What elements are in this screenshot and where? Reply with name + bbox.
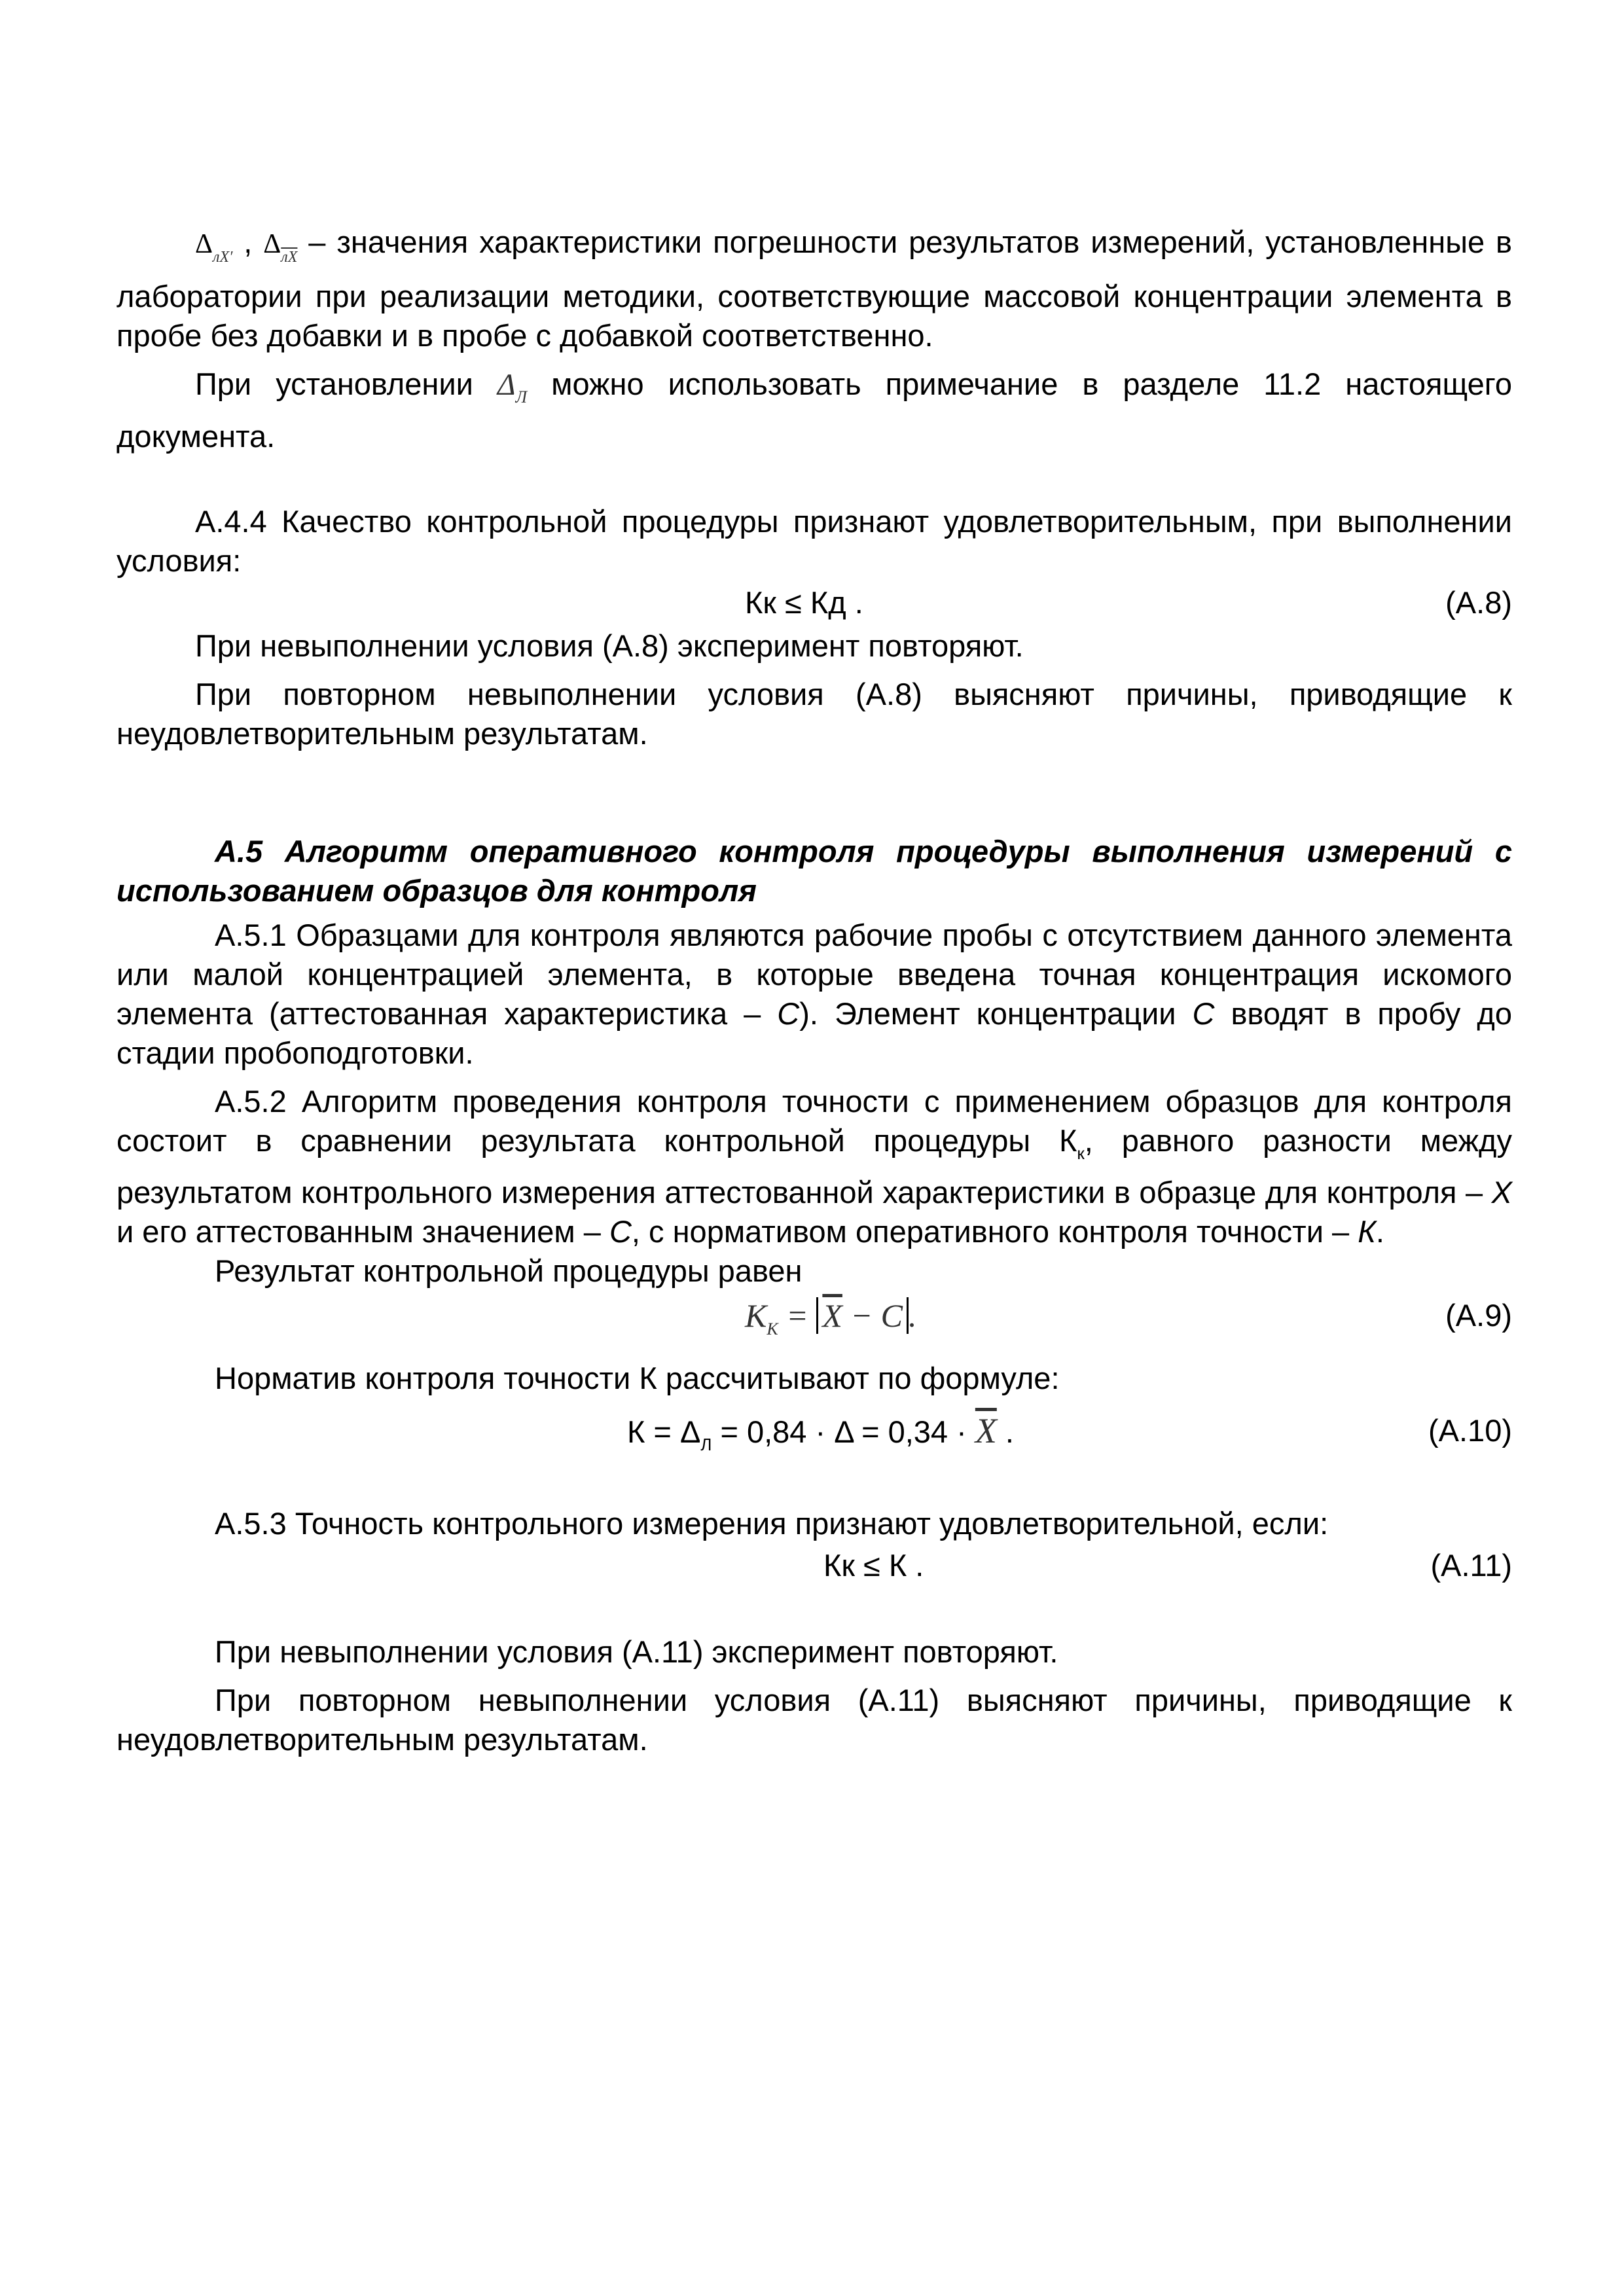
a11-fail-paragraph: При невыполнении условия (А.11) эксперимент повторяют. <box>215 1634 1058 1669</box>
a51-paragraph: А.5.1 Образцами для контроля являются рабочие пробы с отсутствием данного элемента или малой концентрацией элемента, в которые введена точная концентрация искомого элемента (аттестованная характеристика – С). Элемент концентрации С вводят в пробу до стадии пробоподготовки. <box>117 918 1512 1070</box>
norm-label: Норматив контроля точности К рассчитывают по формуле: <box>215 1361 1060 1395</box>
formula-a9-number: (А.9) <box>1445 1298 1512 1333</box>
formula-a9 <box>117 1296 1512 1343</box>
delta-symbol-2: $\Delta_{лX}$ <box>263 229 298 266</box>
formula-a8 <box>117 583 1512 624</box>
delta-symbol-1: $\Delta_{лX'}$ <box>195 229 233 266</box>
delta-definition-text: – значения характеристики погрешности результатов измерений, установленные в лаборатории при реализации методики, соответствующие массовой концентрации элемента в пробе без добавки и в пробе с добавкой соответственно. <box>117 224 1513 353</box>
result-label: Результат контрольной процедуры равен <box>215 1253 803 1288</box>
formula-a9-body: $K_К = \overline{X} - C$ . <box>745 1297 917 1338</box>
formula-a11-number: (А.11) <box>1430 1548 1512 1583</box>
a8-repeat-fail-paragraph: При повторном невыполнении условия (А.8) выясняют причины, приводящие к неудовлетворительным результатам. <box>117 677 1512 751</box>
formula-a11 <box>117 1546 1512 1587</box>
a44-paragraph: А.4.4 Качество контрольной процедуры признают удовлетворительным, при выполнении условия: <box>117 504 1512 578</box>
a53-paragraph: А.5.3 Точность контрольного измерения признают удовлетворительной, если: <box>215 1506 1329 1541</box>
section-a5-heading: А.5 Алгоритм оперативного контроля процедуры выполнения измерений с использованием образцов для контроля <box>117 834 1512 908</box>
formula-a10 <box>117 1411 1512 1452</box>
formula-a10-number: (А.10) <box>1428 1413 1512 1448</box>
formula-a8-body: Кк ≤ Кд . <box>745 585 863 620</box>
a52-paragraph: А.5.2 Алгоритм проведения контроля точности с применением образцов для контроля состоит в сравнении результата контрольной процедуры $К_к$, равного разности между результатом контрольного измерения аттестованной характеристики в образце для контроля – X и его аттестованным значением – С, с нормативом оперативного контроля точности – К. <box>117 1084 1512 1249</box>
formula-a10-body: $К = \Delta_Л = 0,84 \cdot \Delta = 0,34 \cdot \overline{X}$ . <box>627 1411 1014 1454</box>
delta-l-symbol: $\Delta_Л$ <box>497 368 528 406</box>
delta-definition-paragraph: $\Delta_{лX'}$ , $\Delta_{лX}$ – значения характеристики погрешности результатов измерений, установленные в лаборатории при реализации методики, соответствующие массовой концентрации элемента в пробе без добавки и в пробе с добавкой соответственно. <box>117 224 1513 353</box>
a11-repeat-fail-paragraph: При повторном невыполнении условия (А.11) выясняют причины, приводящие к неудовлетворительным результатам. <box>117 1683 1512 1757</box>
formula-a11-body: Кк ≤ К . <box>823 1548 924 1583</box>
ustanov-paragraph: При установлении $\Delta_Л$ можно использовать примечание в разделе 11.2 настоящего документа. <box>117 367 1512 454</box>
formula-a8-number: (А.8) <box>1445 585 1512 620</box>
document-page <box>117 196 1512 1759</box>
a8-fail-paragraph: При невыполнении условия (А.8) эксперимент повторяют. <box>195 628 1024 663</box>
